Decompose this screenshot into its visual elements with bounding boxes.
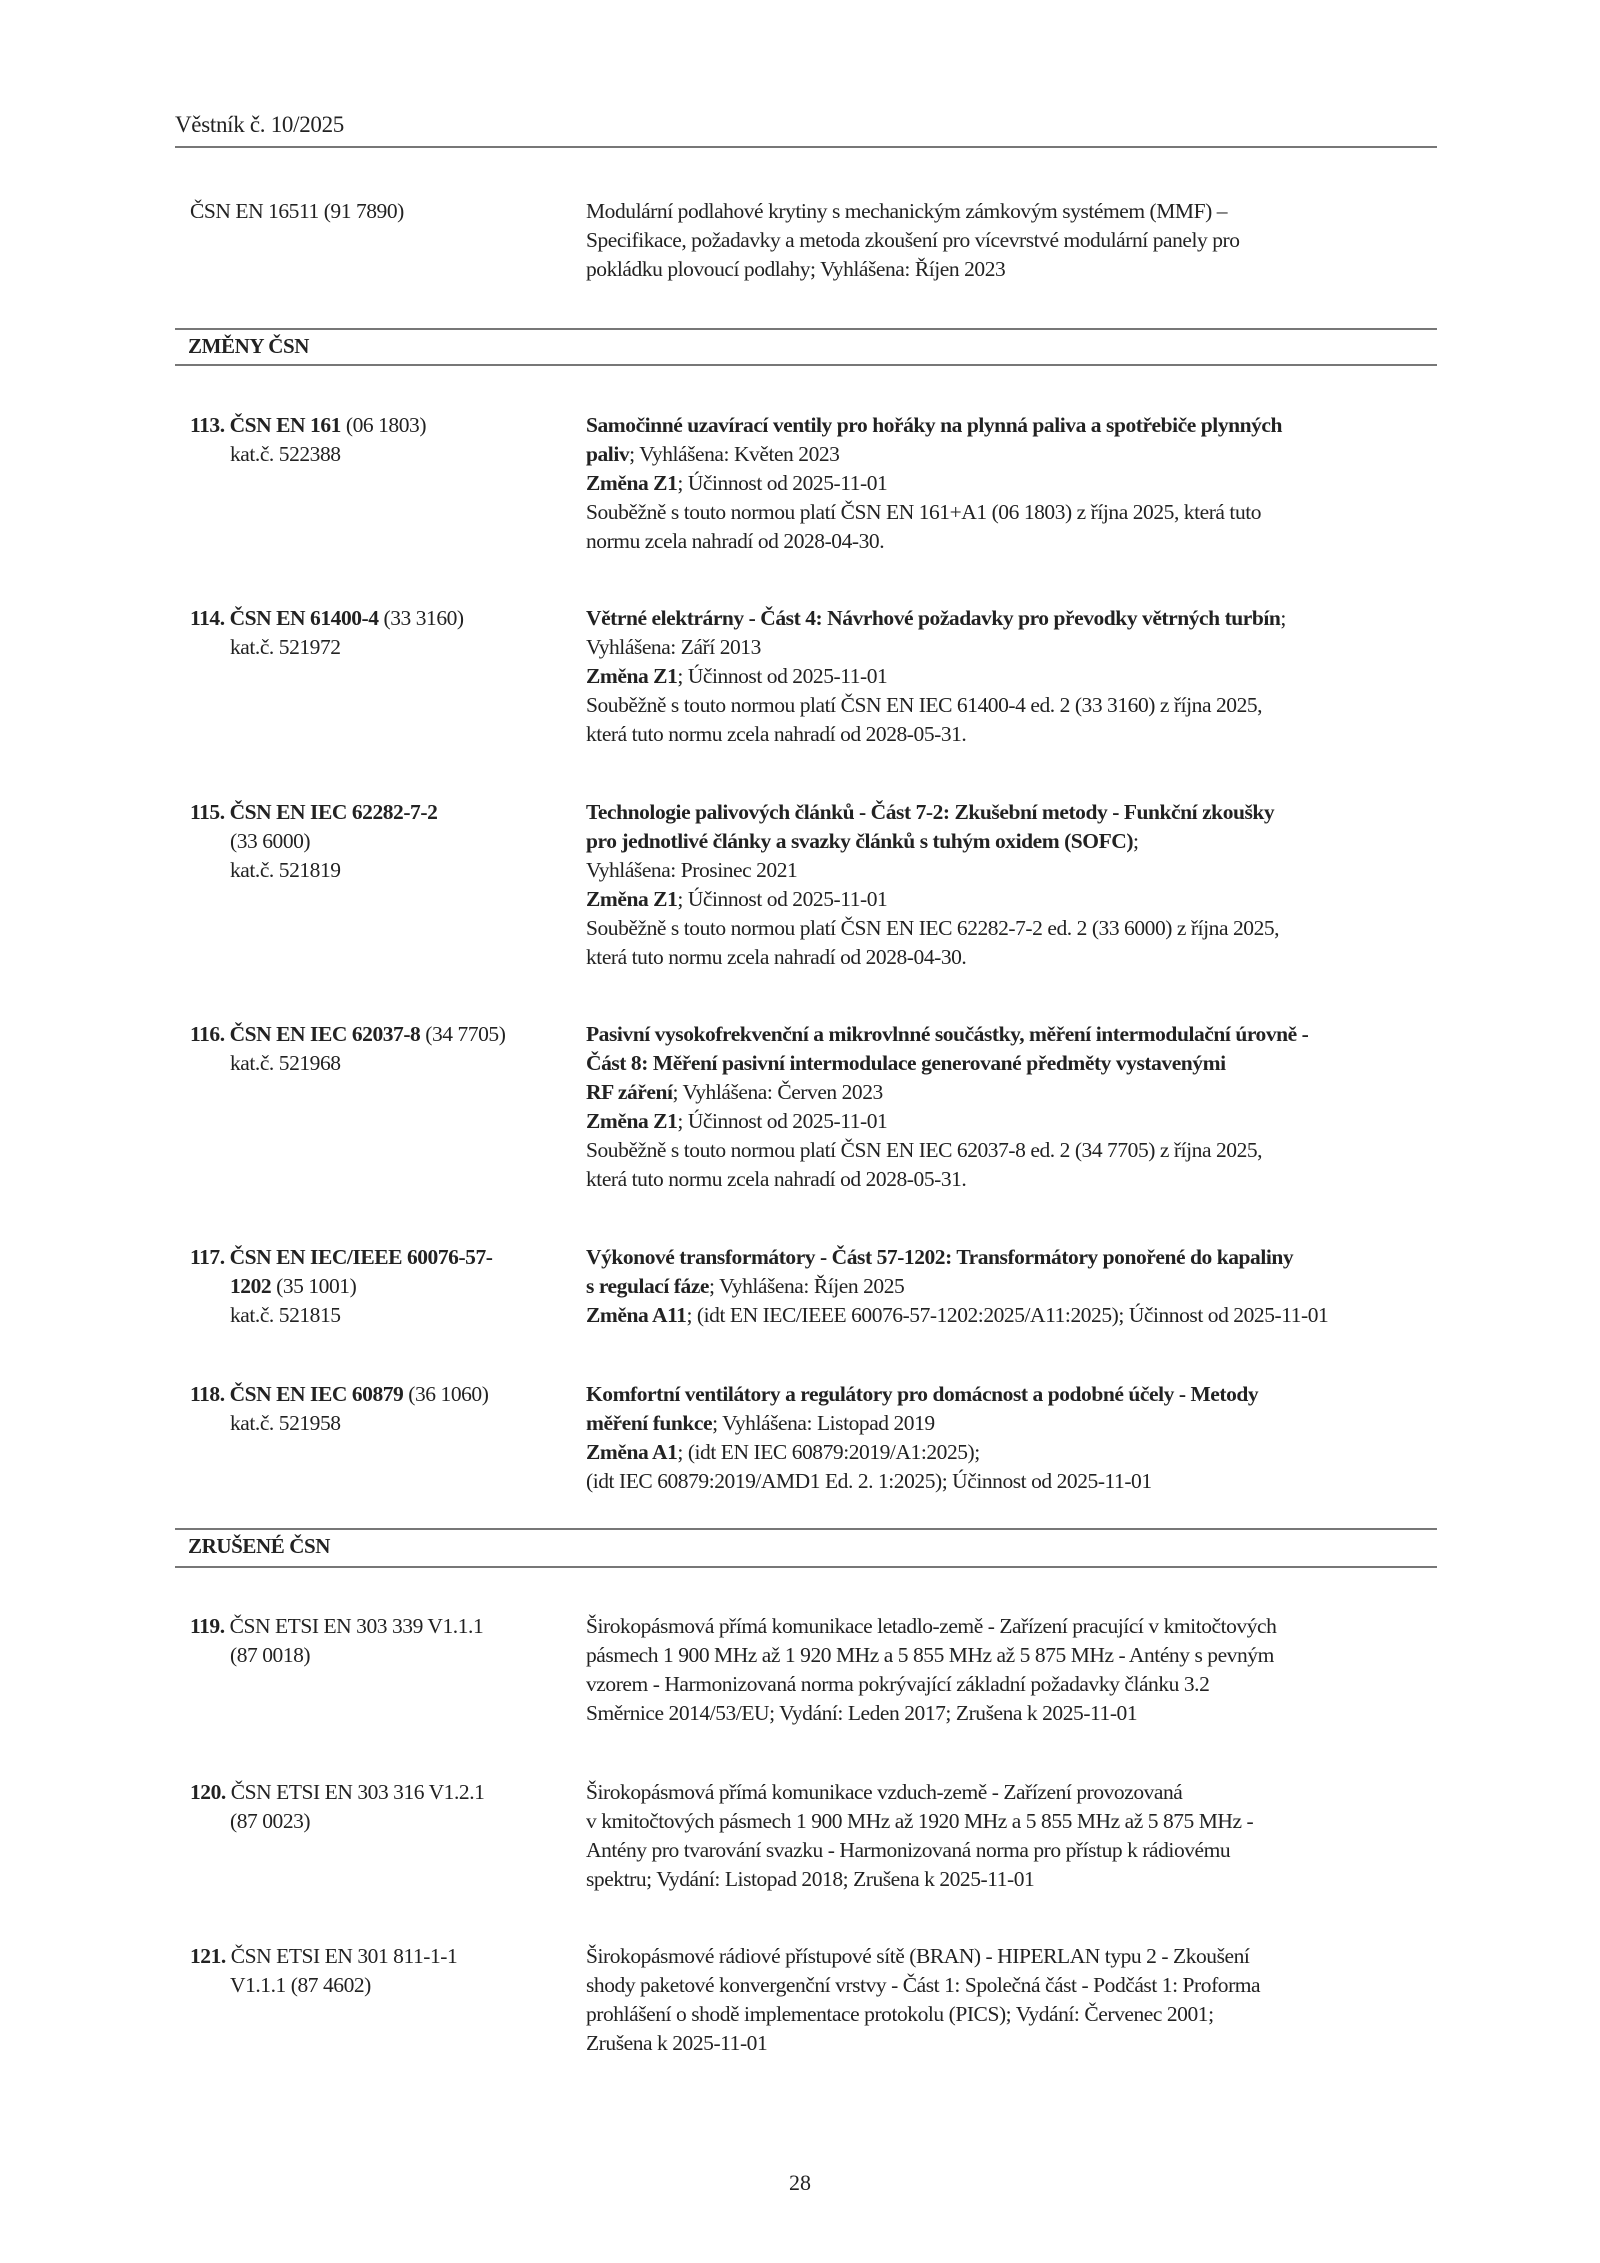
text-line — [190, 1409, 570, 1438]
text: Specifikace, požadavky a metoda zkoušení pro vícevrstvé modulární panely pro — [586, 228, 1240, 252]
text: shody paketové konvergenční vrstvy - Část 1: Společná část - Podčást 1: Proforma — [586, 1973, 1261, 1997]
standard-description — [586, 411, 1466, 556]
text-line — [190, 633, 570, 662]
text-line — [586, 469, 1466, 498]
text-line — [586, 1409, 1466, 1438]
text-line — [586, 798, 1466, 827]
text: (87 0018) — [230, 1643, 311, 1667]
bold-text: RF záření — [586, 1080, 673, 1104]
text: kat.č. 521819 — [230, 858, 341, 882]
text: ČSN EN 16511 (91 7890) — [190, 199, 404, 223]
text-line — [586, 1971, 1466, 2000]
text: kat.č. 521968 — [230, 1051, 341, 1075]
text: kat.č. 522388 — [230, 442, 341, 466]
text-line — [586, 2000, 1466, 2029]
text: (06 1803) — [340, 413, 427, 437]
text-line — [190, 1807, 570, 1836]
text-line — [586, 1438, 1466, 1467]
text: Souběžně s touto normou platí ČSN EN 161+A1 (06 1803) z října 2025, která tuto — [586, 500, 1262, 524]
text: v kmitočtových pásmech 1 900 MHz až 1920 MHz a 5 855 MHz až 5 875 MHz - — [586, 1809, 1254, 1833]
text: Vyhlášena: Září 2013 — [586, 635, 761, 659]
text-line — [586, 1165, 1466, 1194]
text: ČSN ETSI EN 303 339 V1.1.1 — [224, 1614, 484, 1638]
text: Širokopásmová přímá komunikace letadlo-země - Zařízení pracující v kmitočtových — [586, 1614, 1277, 1638]
text: ; (idt EN IEC/IEEE 60076-57-1202:2025/A11:2025); Účinnost od 2025-11-01 — [686, 1303, 1329, 1327]
bold-text: 120. — [190, 1780, 226, 1804]
text-line — [190, 411, 570, 440]
standard-id — [190, 1380, 570, 1438]
text-line — [586, 1380, 1466, 1409]
text: Souběžně s touto normou platí ČSN EN IEC 62037-8 ed. 2 (34 7705) z října 2025, — [586, 1138, 1263, 1162]
divider — [175, 146, 1437, 148]
text-line — [586, 1641, 1466, 1670]
text: ; Účinnost od 2025-11-01 — [677, 1109, 888, 1133]
text-line — [586, 885, 1466, 914]
text: kat.č. 521815 — [230, 1303, 341, 1327]
bold-text: s regulací fáze — [586, 1274, 710, 1298]
divider — [175, 1528, 1437, 1530]
text: ; Vyhlášena: Květen 2023 — [629, 442, 840, 466]
divider — [175, 328, 1437, 330]
text-line — [586, 498, 1466, 527]
text: Antény pro tvarování svazku - Harmonizovaná norma pro přístup k rádiovému — [586, 1838, 1231, 1862]
text-line — [586, 2029, 1466, 2058]
text: ; Účinnost od 2025-11-01 — [677, 471, 888, 495]
standard-description — [586, 798, 1466, 972]
text-line — [190, 197, 570, 226]
text-line — [190, 604, 570, 633]
text: ; Účinnost od 2025-11-01 — [677, 664, 888, 688]
divider — [175, 364, 1437, 366]
text: která tuto normu zcela nahradí od 2028-05-31. — [586, 722, 967, 746]
standard-description — [586, 197, 1466, 284]
bold-text: měření funkce — [586, 1411, 713, 1435]
bold-text: Komfortní ventilátory a regulátory pro domácnost a podobné účely - Metody — [586, 1382, 1259, 1406]
bold-text: Změna A1 — [586, 1440, 678, 1464]
text-line — [586, 1467, 1466, 1496]
standard-id — [190, 1942, 570, 2000]
standard-id — [190, 798, 570, 885]
section-heading-changes: ZMĚNY ČSN — [188, 334, 310, 358]
bold-text: paliv — [586, 442, 630, 466]
text-line — [586, 1778, 1466, 1807]
bold-text: 113. ČSN EN 161 — [190, 413, 341, 437]
text-line — [586, 1020, 1466, 1049]
text: která tuto normu zcela nahradí od 2028-05-31. — [586, 1167, 967, 1191]
text-line — [586, 1107, 1466, 1136]
bold-text: 115. ČSN EN IEC 62282-7-2 — [190, 800, 438, 824]
text: (35 1001) — [271, 1274, 357, 1298]
text: ; Vyhlášena: Říjen 2025 — [709, 1274, 905, 1298]
text: Širokopásmová přímá komunikace vzduch-země - Zařízení provozovaná — [586, 1780, 1183, 1804]
text-line — [586, 633, 1466, 662]
text-line — [586, 943, 1466, 972]
bold-text: Změna A11 — [586, 1303, 687, 1327]
text: (idt IEC 60879:2019/AMD1 Ed. 2. 1:2025); Účinnost od 2025-11-01 — [586, 1469, 1152, 1493]
divider — [175, 1566, 1437, 1568]
text: (87 0023) — [230, 1809, 311, 1833]
standard-id — [190, 197, 570, 226]
text-line — [586, 226, 1466, 255]
text: Souběžně s touto normou platí ČSN EN IEC 61400-4 ed. 2 (33 3160) z října 2025, — [586, 693, 1263, 717]
text: ; — [1280, 606, 1286, 630]
text: kat.č. 521958 — [230, 1411, 341, 1435]
text: Zrušena k 2025-11-01 — [586, 2031, 768, 2055]
text-line — [586, 1612, 1466, 1641]
text-line — [190, 1272, 570, 1301]
bold-text: 117. ČSN EN IEC/IEEE 60076-57- — [190, 1245, 493, 1269]
text: vzorem - Harmonizovaná norma pokrývající základní požadavky článku 3.2 — [586, 1672, 1210, 1696]
standard-description — [586, 604, 1466, 749]
bold-text: 121. — [190, 1944, 226, 1968]
text: Širokopásmové rádiové přístupové sítě (BRAN) - HIPERLAN typu 2 - Zkoušení — [586, 1944, 1250, 1968]
text-line — [586, 255, 1466, 284]
text-line — [190, 856, 570, 885]
journal-title: Věstník č. 10/2025 — [175, 112, 344, 137]
standard-id — [190, 1243, 570, 1330]
text: ; — [1133, 829, 1139, 853]
text-line — [190, 1301, 570, 1330]
text-line — [586, 1836, 1466, 1865]
standard-id — [190, 1020, 570, 1078]
text-line — [586, 411, 1466, 440]
text: (34 7705) — [420, 1022, 506, 1046]
text-line — [190, 1612, 570, 1641]
text: pokládku plovoucí podlahy; Vyhlášena: Říjen 2023 — [586, 257, 1006, 281]
text-line — [190, 1020, 570, 1049]
standard-description — [586, 1612, 1466, 1728]
text-line — [190, 1971, 570, 2000]
text: ČSN ETSI EN 301 811-1-1 — [225, 1944, 458, 1968]
bold-text: 118. ČSN EN IEC 60879 — [190, 1382, 404, 1406]
text: ; Vyhlášena: Listopad 2019 — [712, 1411, 935, 1435]
bold-text: Technologie palivových článků - Část 7-2: Zkušební metody - Funkční zkoušky — [586, 800, 1275, 824]
standard-id — [190, 1612, 570, 1670]
standard-description — [586, 1778, 1466, 1894]
text-line — [586, 914, 1466, 943]
text: kat.č. 521972 — [230, 635, 341, 659]
bold-text: Výkonové transformátory - Část 57-1202: Transformátory ponořené do kapaliny — [586, 1245, 1294, 1269]
page-number: 28 — [789, 2170, 811, 2195]
bold-text: Pasivní vysokofrekvenční a mikrovlnné součástky, měření intermodulační úrovně - — [586, 1022, 1309, 1046]
standard-id — [190, 411, 570, 469]
text-line — [586, 1136, 1466, 1165]
text: ; Účinnost od 2025-11-01 — [677, 887, 888, 911]
standard-description — [586, 1020, 1466, 1194]
text-line — [190, 1641, 570, 1670]
text-line — [586, 856, 1466, 885]
text-line — [586, 604, 1466, 633]
text: Modulární podlahové krytiny s mechanickým zámkovým systémem (MMF) – — [586, 199, 1228, 223]
text: Vyhlášena: Prosinec 2021 — [586, 858, 798, 882]
text-line — [586, 1243, 1466, 1272]
text-line — [190, 1243, 570, 1272]
text: ; (idt EN IEC 60879:2019/A1:2025); — [677, 1440, 980, 1464]
text-line — [586, 1699, 1466, 1728]
text-line — [586, 827, 1466, 856]
text-line — [586, 1078, 1466, 1107]
text-line — [190, 1049, 570, 1078]
bold-text: Změna Z1 — [586, 664, 678, 688]
text-line — [190, 1778, 570, 1807]
bold-text: 1202 — [230, 1274, 272, 1298]
section-heading-cancelled: ZRUŠENÉ ČSN — [188, 1534, 331, 1558]
standard-id — [190, 1778, 570, 1836]
bold-text: Samočinné uzavírací ventily pro hořáky na plynná paliva a spotřebiče plynných — [586, 413, 1283, 437]
standard-description — [586, 1942, 1466, 2058]
text: V1.1.1 (87 4602) — [230, 1973, 371, 1997]
text-line — [586, 197, 1466, 226]
bold-text: 119. — [190, 1614, 225, 1638]
text-line — [586, 1670, 1466, 1699]
text: ; Vyhlášena: Červen 2023 — [672, 1080, 883, 1104]
text-line — [586, 1049, 1466, 1078]
text: která tuto normu zcela nahradí od 2028-04-30. — [586, 945, 967, 969]
text-line — [586, 1301, 1466, 1330]
standard-description — [586, 1380, 1466, 1496]
text: spektru; Vydání: Listopad 2018; Zrušena k 2025-11-01 — [586, 1867, 1035, 1891]
text: normu zcela nahradí od 2028-04-30. — [586, 529, 885, 553]
text-line — [190, 1942, 570, 1971]
bold-text: Změna Z1 — [586, 887, 678, 911]
text-line — [586, 662, 1466, 691]
bold-text: Část 8: Měření pasivní intermodulace generované předměty vystavenými — [586, 1051, 1226, 1075]
text: Souběžně s touto normou platí ČSN EN IEC 62282-7-2 ed. 2 (33 6000) z října 2025, — [586, 916, 1280, 940]
text-line — [586, 1942, 1466, 1971]
text-line — [190, 440, 570, 469]
bold-text: 114. ČSN EN 61400-4 — [190, 606, 379, 630]
text-line — [586, 1865, 1466, 1894]
text-line — [190, 827, 570, 856]
bold-text: pro jednotlivé články a svazky článků s tuhým oxidem (SOFC) — [586, 829, 1134, 853]
bold-text: Změna Z1 — [586, 1109, 678, 1133]
text: Směrnice 2014/53/EU; Vydání: Leden 2017; Zrušena k 2025-11-01 — [586, 1701, 1138, 1725]
standard-id — [190, 604, 570, 662]
text-line — [190, 798, 570, 827]
bold-text: Změna Z1 — [586, 471, 678, 495]
standard-description — [586, 1243, 1466, 1330]
bold-text: 116. ČSN EN IEC 62037-8 — [190, 1022, 421, 1046]
text: (33 3160) — [378, 606, 464, 630]
text: (33 6000) — [230, 829, 311, 853]
bold-text: Větrné elektrárny - Část 4: Návrhové požadavky pro převodky větrných turbín — [586, 606, 1281, 630]
text-line — [190, 1380, 570, 1409]
text: (36 1060) — [403, 1382, 489, 1406]
text-line — [586, 527, 1466, 556]
text-line — [586, 1272, 1466, 1301]
text-line — [586, 1807, 1466, 1836]
text: pásmech 1 900 MHz až 1 920 MHz a 5 855 MHz až 5 875 MHz - Antény s pevným — [586, 1643, 1274, 1667]
text: ČSN ETSI EN 303 316 V1.2.1 — [225, 1780, 485, 1804]
text-line — [586, 440, 1466, 469]
text: prohlášení o shodě implementace protokolu (PICS); Vydání: Červenec 2001; — [586, 2002, 1214, 2026]
text-line — [586, 720, 1466, 749]
text-line — [586, 691, 1466, 720]
